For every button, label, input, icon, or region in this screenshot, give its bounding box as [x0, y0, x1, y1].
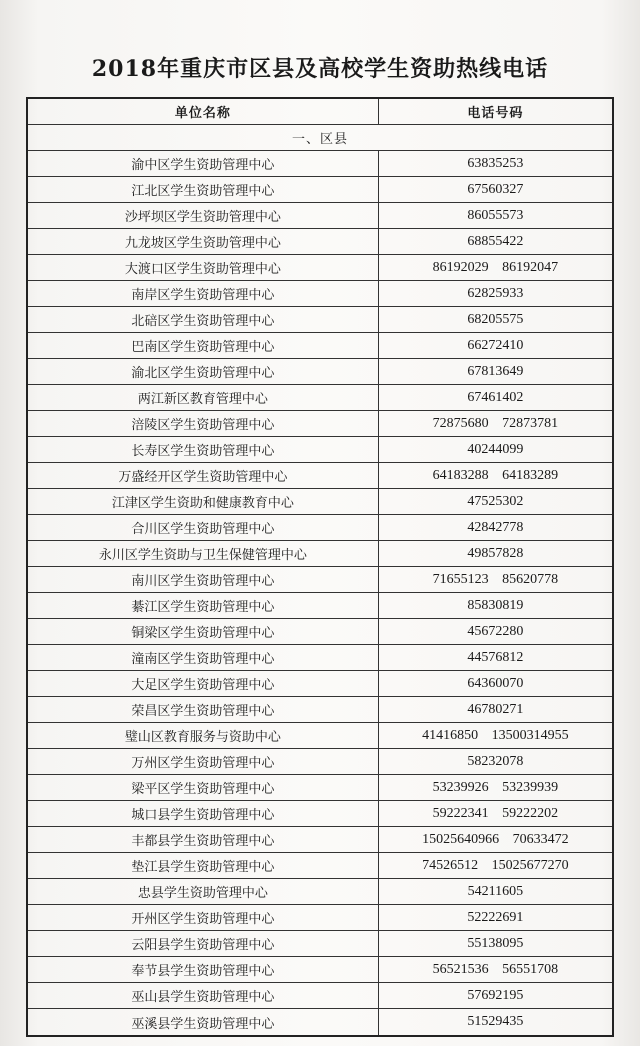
phone-number-cell: 63835253: [467, 155, 524, 171]
table-row: [28, 957, 612, 983]
table-row: [28, 437, 612, 463]
column-header-phone: 电话号码: [467, 106, 524, 121]
phone-number-cell: 40244099: [467, 441, 524, 457]
phone-number-cell: 56521536 56551708: [432, 961, 559, 977]
table-row: [28, 619, 612, 645]
table-row: [28, 905, 612, 931]
table-row: [28, 177, 612, 203]
phone-number-cell: 68205575: [467, 311, 524, 327]
table-row: [28, 801, 612, 827]
phone-number-cell: 41416850 13500314955: [422, 727, 569, 743]
unit-name-cell: 万盛经开区学生资助管理中心: [28, 463, 379, 488]
table-row: [28, 151, 612, 177]
table-row: [28, 385, 612, 411]
unit-name-cell: 北碚区学生资助管理中心: [28, 307, 379, 332]
table-row: [28, 541, 612, 567]
phone-number-cell: 66272410: [467, 337, 524, 353]
unit-name-cell: 南川区学生资助管理中心: [28, 567, 379, 592]
table-row: [28, 775, 612, 801]
unit-name-cell: 铜梁区学生资助管理中心: [28, 619, 379, 644]
phone-number-cell: 67560327: [467, 181, 524, 197]
unit-name-cell: 合川区学生资助管理中心: [28, 515, 379, 540]
phone-number-cell: 55138095: [467, 935, 524, 951]
table-row: [28, 931, 612, 957]
unit-name-cell: 涪陵区学生资助管理中心: [28, 411, 379, 436]
unit-name-cell: 长寿区学生资助管理中心: [28, 437, 379, 462]
phone-number-cell: 62825933: [467, 285, 524, 301]
table-row: [28, 515, 612, 541]
table-row: [28, 983, 612, 1009]
phone-number-cell: 44576812: [467, 649, 524, 665]
unit-name-cell: 巫山县学生资助管理中心: [28, 983, 379, 1008]
unit-name-cell: 渝北区学生资助管理中心: [28, 359, 379, 384]
unit-name-cell: 巫溪县学生资助管理中心: [28, 1009, 379, 1035]
unit-name-cell: 垫江县学生资助管理中心: [28, 853, 379, 878]
unit-name-cell: 南岸区学生资助管理中心: [28, 281, 379, 306]
phone-number-cell: 58232078: [467, 753, 524, 769]
phone-number-cell: 64360070: [467, 675, 524, 691]
unit-name-cell: 万州区学生资助管理中心: [28, 749, 379, 774]
unit-name-cell: 云阳县学生资助管理中心: [28, 931, 379, 956]
unit-name-cell: 荣昌区学生资助管理中心: [28, 697, 379, 722]
table-row: [28, 645, 612, 671]
phone-number-cell: 52222691: [467, 909, 524, 925]
phone-number-cell: 42842778: [467, 519, 524, 535]
unit-name-cell: 江北区学生资助管理中心: [28, 177, 379, 202]
unit-name-cell: 沙坪坝区学生资助管理中心: [28, 203, 379, 228]
phone-number-cell: 85830819: [467, 597, 524, 613]
table-row: [28, 853, 612, 879]
phone-number-cell: 72875680 72873781: [432, 415, 559, 431]
phone-number-cell: 49857828: [467, 545, 524, 561]
phone-number-cell: 47525302: [467, 493, 524, 509]
hotline-table: [26, 97, 614, 1037]
page-title: 2018年重庆市区县及高校学生资助热线电话: [91, 56, 549, 82]
unit-name-cell: 永川区学生资助与卫生保健管理中心: [28, 541, 379, 566]
unit-name-cell: 丰都县学生资助管理中心: [28, 827, 379, 852]
table-row: [28, 411, 612, 437]
unit-name-cell: 潼南区学生资助管理中心: [28, 645, 379, 670]
table-row: [28, 255, 612, 281]
table-row: [28, 879, 612, 905]
table-row: [28, 723, 612, 749]
table-row: [28, 567, 612, 593]
table-row: [28, 463, 612, 489]
phone-number-cell: 57692195: [467, 987, 524, 1003]
phone-number-cell: 15025640966 70633472: [422, 831, 569, 847]
table-row: [28, 671, 612, 697]
phone-number-cell: 46780271: [467, 701, 524, 717]
unit-name-cell: 大足区学生资助管理中心: [28, 671, 379, 696]
table-row: [28, 359, 612, 385]
phone-number-cell: 64183288 64183289: [432, 467, 559, 483]
unit-name-cell: 两江新区教育管理中心: [28, 385, 379, 410]
unit-name-cell: 开州区学生资助管理中心: [28, 905, 379, 930]
unit-name-cell: 綦江区学生资助管理中心: [28, 593, 379, 618]
section-title: 一、区县: [291, 132, 348, 147]
phone-number-cell: 54211605: [467, 883, 524, 899]
table-body: [28, 151, 612, 1035]
table-row: [28, 697, 612, 723]
phone-number-cell: 68855422: [467, 233, 524, 249]
table-row: [28, 307, 612, 333]
unit-name-cell: 奉节县学生资助管理中心: [28, 957, 379, 982]
phone-number-cell: 86192029 86192047: [432, 259, 559, 275]
phone-number-cell: 67813649: [467, 363, 524, 379]
phone-number-cell: 67461402: [467, 389, 524, 405]
phone-number-cell: 86055573: [467, 207, 524, 223]
table-row: [28, 593, 612, 619]
phone-number-cell: 71655123 85620778: [432, 571, 559, 587]
table-row: [28, 489, 612, 515]
table-row: [28, 333, 612, 359]
table-row: [28, 281, 612, 307]
table-row: [28, 229, 612, 255]
table-header-row: [28, 99, 612, 125]
table-row: [28, 203, 612, 229]
unit-name-cell: 渝中区学生资助管理中心: [28, 151, 379, 176]
phone-number-cell: 74526512 15025677270: [422, 857, 569, 873]
unit-name-cell: 璧山区教育服务与资助中心: [28, 723, 379, 748]
unit-name-cell: 大渡口区学生资助管理中心: [28, 255, 379, 280]
phone-number-cell: 53239926 53239939: [432, 779, 559, 795]
unit-name-cell: 梁平区学生资助管理中心: [28, 775, 379, 800]
unit-name-cell: 江津区学生资助和健康教育中心: [28, 489, 379, 514]
phone-number-cell: 59222341 59222202: [432, 805, 559, 821]
table-row: [28, 1009, 612, 1035]
table-row: [28, 749, 612, 775]
column-header-name: 单位名称: [28, 99, 379, 124]
unit-name-cell: 忠县学生资助管理中心: [28, 879, 379, 904]
unit-name-cell: 城口县学生资助管理中心: [28, 801, 379, 826]
unit-name-cell: 九龙坡区学生资助管理中心: [28, 229, 379, 254]
phone-number-cell: 45672280: [467, 623, 524, 639]
table-row: [28, 827, 612, 853]
unit-name-cell: 巴南区学生资助管理中心: [28, 333, 379, 358]
phone-number-cell: 51529435: [467, 1014, 524, 1029]
section-row: [28, 125, 612, 151]
